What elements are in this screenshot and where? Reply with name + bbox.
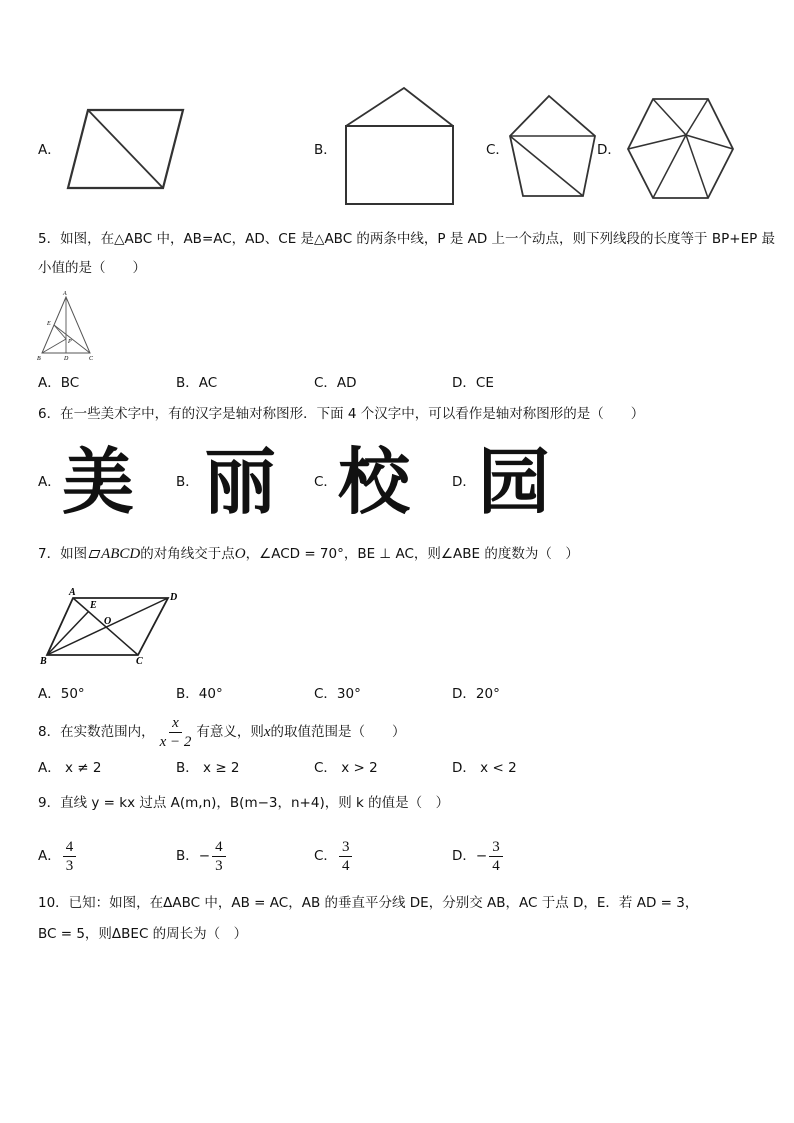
q8-option-d[interactable]: D． x < 2 — [452, 760, 517, 776]
q9-option-b[interactable]: B．− $\frac{4}{3}$ — [176, 837, 228, 875]
q5-label-b: B — [37, 356, 41, 362]
q7-option-a[interactable]: A．50° — [38, 686, 85, 702]
q6-option-a-label[interactable]: A． — [38, 474, 61, 490]
q7-label-b: B — [40, 656, 47, 667]
q4-option-c-label: C． — [486, 142, 509, 158]
q8-stem: 8．在实数范围内， $\frac{x}{x - 2}$ 有意义，则x的取值范围是（ ） — [38, 714, 406, 750]
q4-option-b-label: B． — [314, 142, 337, 158]
q10-stem-line1: 10．已知：如图，在ΔABC 中，AB = AC，AB 的垂直平分线 DE，分别交 AB，AC 于点 D，E．若 AD = 3， — [38, 895, 699, 911]
q7-label-a: A — [69, 587, 76, 598]
q6-option-c-label[interactable]: C． — [314, 474, 337, 490]
q7-stem: 7．如图 ABCD的对角线交于点O，∠ACD = 70°，BE ⊥ AC，则∠ABE 的度数为（ ） — [38, 546, 579, 562]
q8-option-b[interactable]: B． x ≥ 2 — [176, 760, 240, 776]
q8-option-c[interactable]: C． x > 2 — [314, 760, 378, 776]
q5-option-b[interactable]: B．AC — [176, 375, 218, 391]
q7-label-d: D — [170, 592, 178, 603]
q5-label-d: D — [64, 356, 69, 362]
q8-fraction: $\frac{x}{x - 2}$ — [159, 714, 192, 750]
q9-stem: 9．直线 y = kx 过点 A(m,n)，B(m−3，n+4)，则 k 的值是（ ） — [38, 795, 450, 811]
q5-label-c: C — [89, 356, 94, 362]
q6-char-yuan: 园 — [478, 440, 551, 524]
q6-char-xiao: 校 — [338, 440, 411, 524]
q5-label-p: P — [68, 339, 72, 345]
q9-option-a[interactable]: A． $\frac{4}{3}$ — [38, 837, 78, 875]
q7-label-e: E — [90, 600, 97, 611]
q6-char-li: 丽 — [204, 440, 277, 524]
q5-label-a: A — [63, 291, 67, 297]
q7-label-c: C — [136, 656, 143, 667]
q5-label-e: E — [47, 321, 51, 327]
q10-stem-line2: BC = 5，则ΔBEC 的周长为（ ） — [38, 926, 248, 942]
q7-option-d[interactable]: D．20° — [452, 686, 500, 702]
q6-stem: 6．在一些美术字中，有的汉字是轴对称图形．下面 4 个汉字中，可以看作是轴对称图形的是（ ） — [38, 406, 645, 422]
q6-char-mei: 美 — [62, 440, 135, 524]
q6-option-b-label[interactable]: B． — [176, 474, 199, 490]
q5-option-d[interactable]: D．CE — [452, 375, 494, 391]
q9-option-d[interactable]: D．− $\frac{3}{4}$ — [452, 837, 505, 875]
q8-option-a[interactable]: A． x ≠ 2 — [38, 760, 102, 776]
q4-option-d-label: D． — [597, 142, 621, 158]
q5-option-c[interactable]: C．AD — [314, 375, 357, 391]
q9-option-c[interactable]: C． $\frac{3}{4}$ — [314, 837, 354, 875]
q4-option-a-label: A． — [38, 142, 61, 158]
q5-stem-line2: 小值的是（ ） — [38, 260, 146, 276]
q5-stem-line1: 5．如图，在△ABC 中，AB=AC，AD、CE 是△ABC 的两条中线，P 是 AD 上一个动点，则下列线段的长度等于 BP+EP 最 — [38, 231, 776, 247]
q7-option-b[interactable]: B．40° — [176, 686, 223, 702]
q6-option-d-label[interactable]: D． — [452, 474, 476, 490]
q7-label-o: O — [104, 616, 112, 627]
q7-option-c[interactable]: C．30° — [314, 686, 361, 702]
q5-option-a[interactable]: A．BC — [38, 375, 80, 391]
